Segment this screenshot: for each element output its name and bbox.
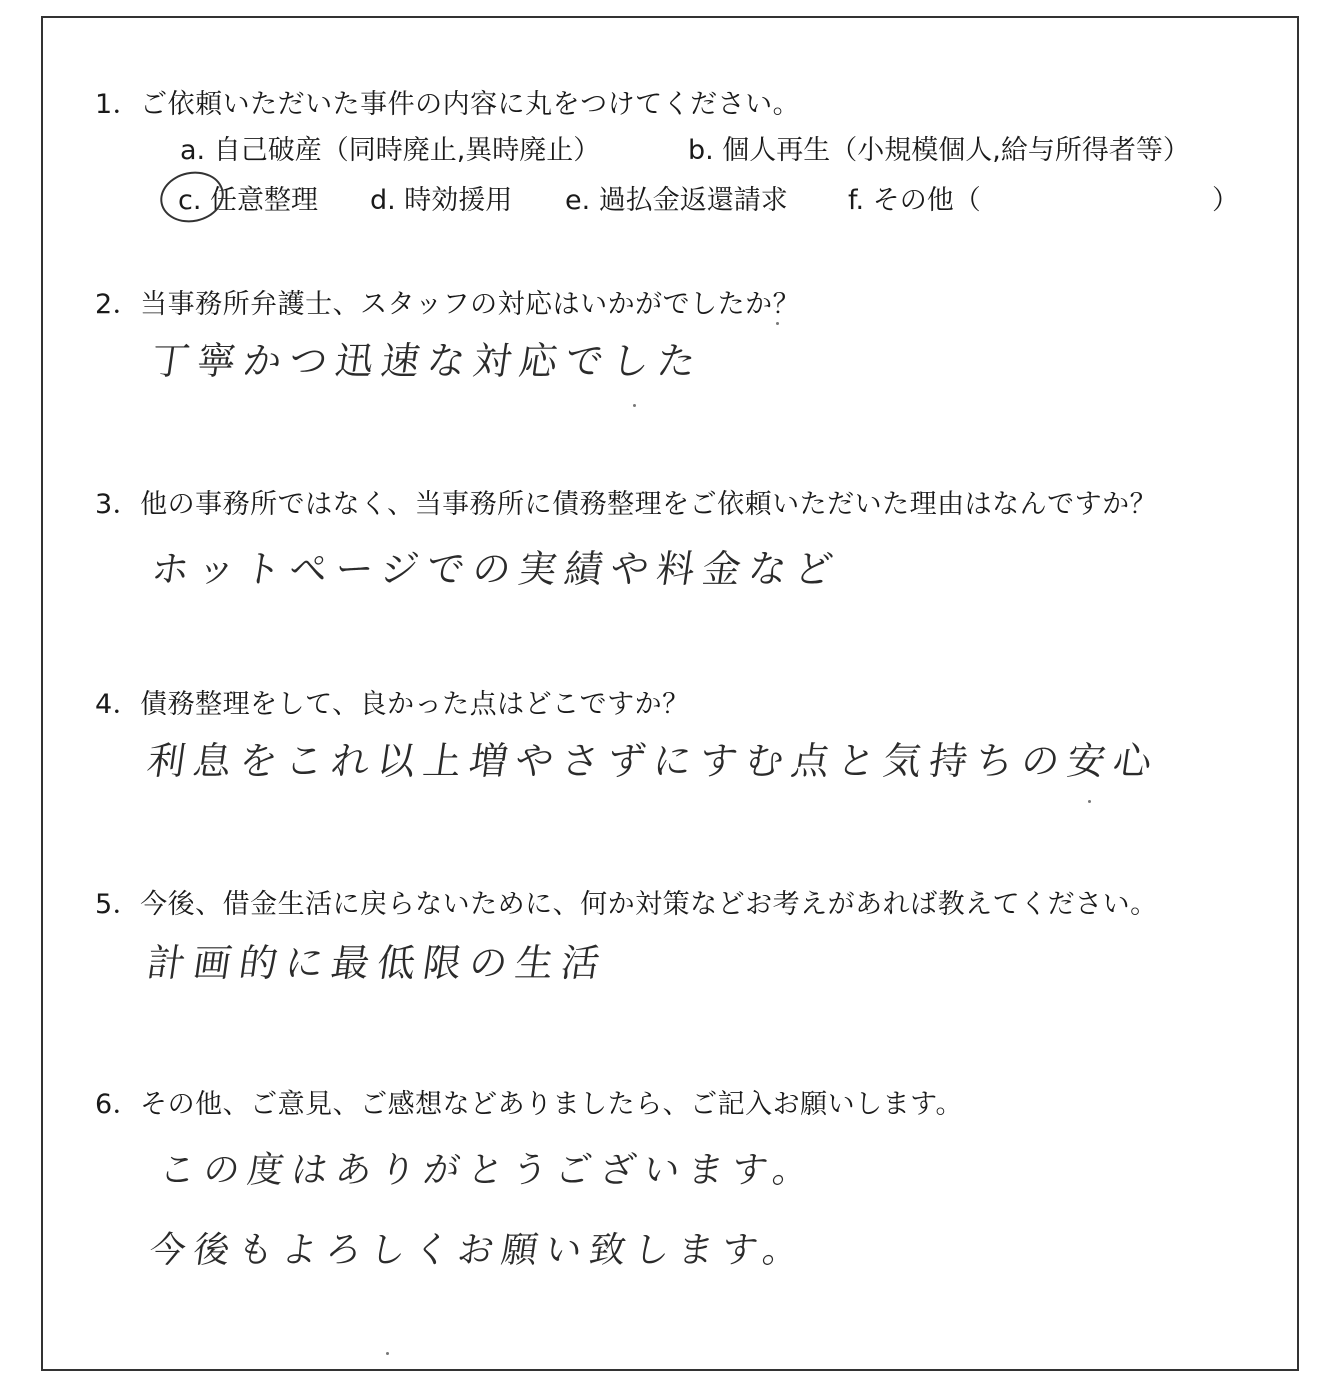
answer-3: ホットページでの実績や料金など: [148, 547, 844, 591]
answer-6-line-2: 今後もよろしくお願い致します。: [146, 1230, 810, 1271]
option-c-voluntary-arrangement: c. 任意整理: [178, 185, 319, 216]
question-3: 3．他の事務所ではなく、当事務所に債務整理をご依頼いただいた理由はなんですか？: [95, 489, 1158, 520]
answer-6-line-1: この度はありがとうございます。: [156, 1150, 820, 1191]
question-5: 5．今後、借金生活に戻らないために、何か対策などお考えがあれば教えてください。: [95, 889, 1158, 920]
option-f-other: f. その他（: [848, 185, 981, 216]
answer-2: 丁寧かつ迅速な対応でした: [148, 339, 707, 383]
question-1: 1．ご依頼いただいた事件の内容に丸をつけてください。: [95, 89, 801, 120]
question-6: 6．その他、ご意見、ご感想などありましたら、ご記入お願いします。: [95, 1089, 964, 1120]
question-2: 2．当事務所弁護士、スタッフの対応はいかがでしたか？: [95, 289, 801, 320]
option-a-bankruptcy: a. 自己破産（同時廃止,異時廃止）: [180, 135, 601, 166]
option-b-rehabilitation: b. 個人再生（小規模個人,給与所得者等）: [688, 135, 1190, 166]
option-e-overpayment-refund: e. 過払金返還請求: [565, 185, 788, 216]
option-d-prescription: d. 時効援用: [370, 185, 513, 216]
scan-speck: [633, 404, 636, 407]
scan-speck: [386, 1352, 389, 1355]
question-4: 4．債務整理をして、良かった点はどこですか？: [95, 689, 690, 720]
scan-speck: [776, 322, 779, 325]
option-f-close-paren: ）: [1212, 185, 1239, 216]
answer-5: 計画的に最低限の生活: [144, 941, 611, 985]
scan-speck: [1088, 800, 1091, 803]
answer-4: 利息をこれ以上増やさずにすむ点と気持ちの安心: [144, 739, 1163, 783]
